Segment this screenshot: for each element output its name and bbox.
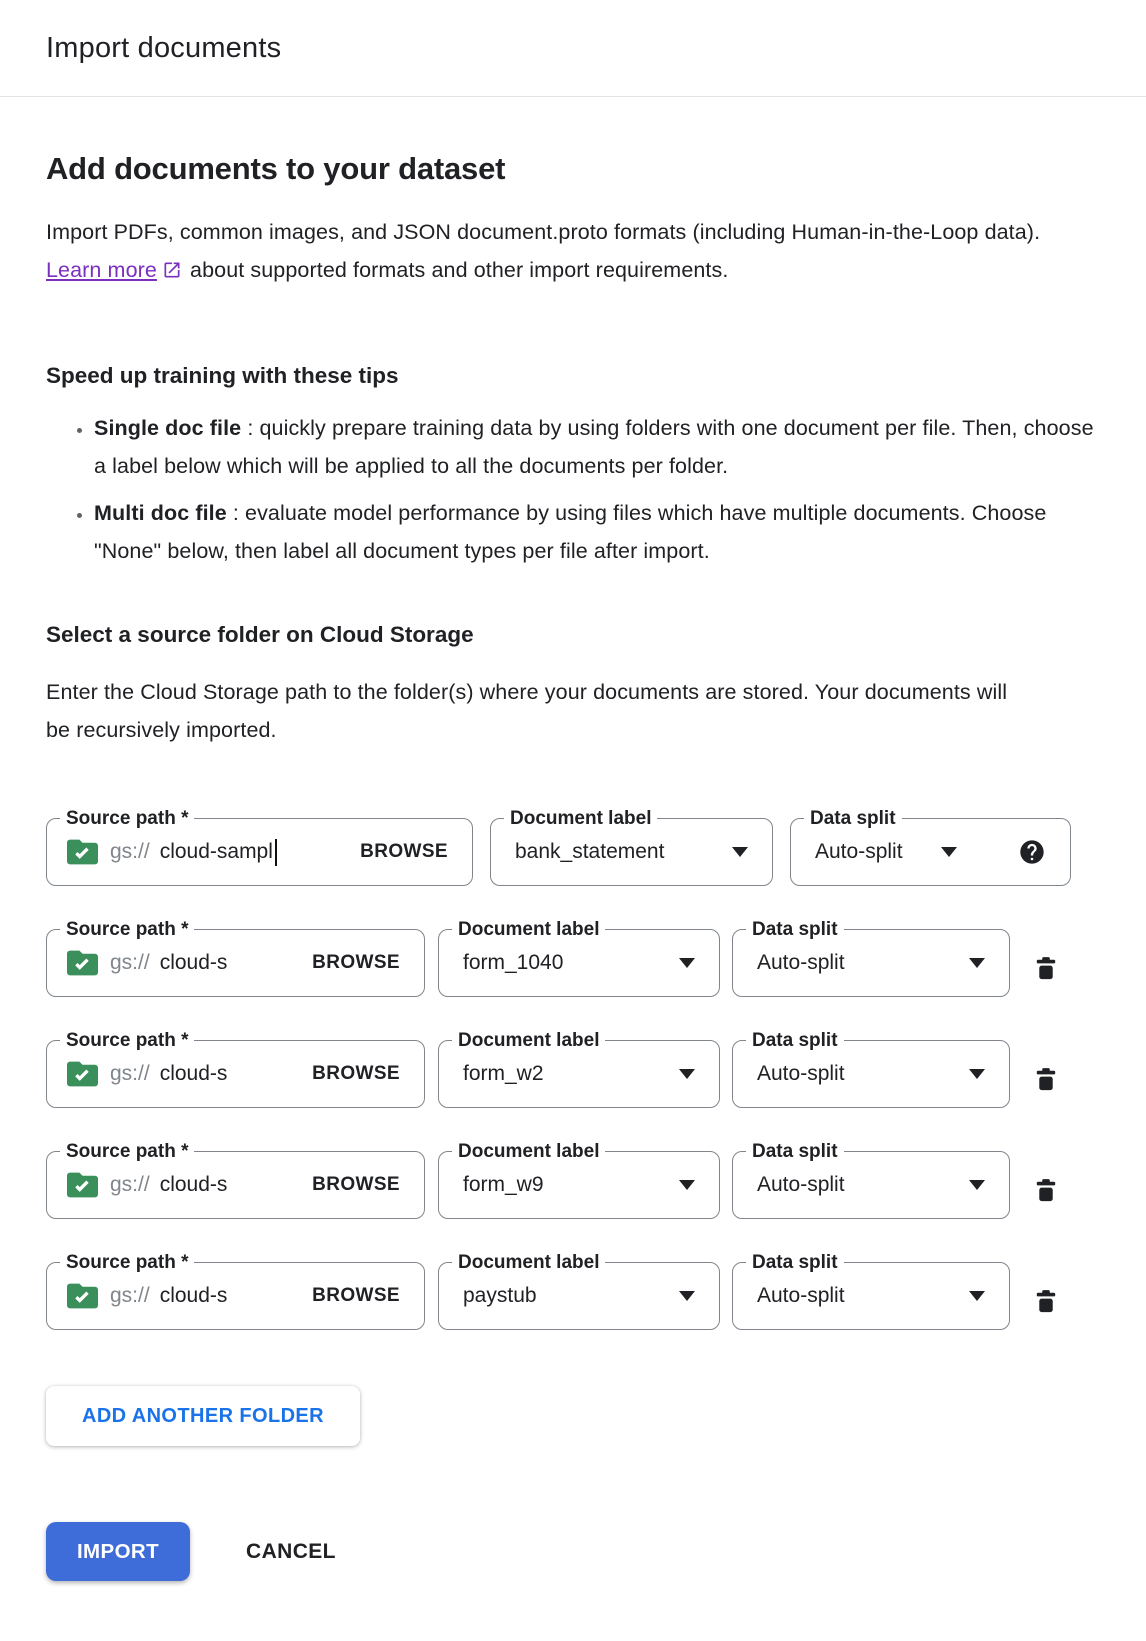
tip-text: : evaluate model performance by using files which have multiple documents. Choose "None" below, then label all document types per file after import. [94,501,1047,563]
chevron-down-icon [679,1069,695,1079]
tip-term: Single doc file [94,416,242,440]
document-label-value: form_1040 [463,951,564,974]
document-label-label: Document label [452,918,605,941]
help-icon[interactable] [1018,838,1046,866]
browse-button[interactable]: BROWSE [312,1285,400,1306]
source-path-field[interactable] [46,1252,425,1330]
page-title: Add documents to your dataset [46,151,506,186]
tip-item [94,409,1100,485]
document-label-select[interactable] [490,808,773,886]
source-path-field[interactable] [46,1141,425,1219]
tips-list [46,409,1100,570]
data-split-select[interactable] [790,808,1071,886]
chevron-down-icon [969,1069,985,1079]
document-label-label: Document label [452,1029,605,1052]
delete-row-button[interactable] [1033,955,1059,982]
chevron-down-icon [679,958,695,968]
gs-prefix: gs:// [110,840,150,863]
folder-check-icon [67,1172,98,1198]
source-path-field[interactable] [46,1030,425,1108]
data-split-value: Auto-split [757,1284,845,1307]
source-path-field[interactable] [46,808,473,886]
browse-button[interactable]: BROWSE [360,841,448,862]
source-path-value: cloud-s [159,1062,228,1085]
source-section-heading: Select a source folder on Cloud Storage [46,622,474,647]
tips-heading: Speed up training with these tips [46,363,399,388]
document-label-select[interactable] [438,919,720,997]
data-split-value: Auto-split [757,951,845,974]
data-split-value: Auto-split [757,1062,845,1085]
data-split-select[interactable] [732,919,1010,997]
chevron-down-icon [732,847,748,857]
gs-prefix: gs:// [110,951,150,974]
gs-prefix: gs:// [110,1062,150,1085]
gs-prefix: gs:// [110,1284,150,1307]
document-label-label: Document label [452,1140,605,1163]
dialog-body [0,151,1146,1641]
dialog-title: Import documents [46,31,282,64]
intro-text-before: Import PDFs, common images, and JSON document.proto formats (including Human-in-the-Loop data). [46,220,1041,244]
data-split-label: Data split [746,1029,844,1052]
document-label-value: paystub [463,1284,537,1307]
import-row [46,808,1100,886]
document-label-select[interactable] [438,1030,720,1108]
data-split-select[interactable] [732,1030,1010,1108]
chevron-down-icon [969,958,985,968]
delete-row-button[interactable] [1033,1288,1059,1315]
dialog-actions [46,1522,1100,1581]
data-split-label: Data split [746,918,844,941]
document-label-value: form_w2 [463,1062,544,1085]
source-path-label: Source path * [60,1251,194,1274]
data-split-select[interactable] [732,1141,1010,1219]
learn-more-link[interactable] [46,258,184,282]
import-row [46,919,1100,997]
delete-row-button[interactable] [1033,1066,1059,1093]
import-row [46,1141,1100,1219]
document-label-select[interactable] [438,1141,720,1219]
data-split-value: Auto-split [815,840,903,863]
cancel-button[interactable]: CANCEL [240,1539,342,1565]
document-label-value: bank_statement [515,840,665,863]
add-another-folder-button[interactable]: ADD ANOTHER FOLDER [46,1386,360,1446]
source-path-value: cloud-s [159,1173,228,1196]
dialog-header [0,0,1146,97]
gs-prefix: gs:// [110,1173,150,1196]
tip-item [94,494,1100,570]
source-path-label: Source path * [60,807,194,830]
tip-text: : quickly prepare training data by using folders with one document per file. Then, choose a label below which will be applied to all the documents per folder. [94,416,1094,478]
browse-button[interactable]: BROWSE [312,1174,400,1195]
source-path-label: Source path * [60,1029,194,1052]
data-split-value: Auto-split [757,1173,845,1196]
data-split-select[interactable] [732,1252,1010,1330]
data-split-label: Data split [804,807,902,830]
external-link-icon [162,260,182,280]
document-label-select[interactable] [438,1252,720,1330]
source-path-value: cloud-sampl [159,840,273,863]
intro-paragraph [46,213,1100,289]
folder-check-icon [67,1283,98,1309]
import-button[interactable]: IMPORT [46,1522,190,1581]
browse-button[interactable]: BROWSE [312,1063,400,1084]
chevron-down-icon [969,1291,985,1301]
source-path-value: cloud-s [159,1284,228,1307]
intro-text-after: about supported formats and other import requirements. [183,258,729,282]
data-split-label: Data split [746,1251,844,1274]
document-label-label: Document label [504,807,657,830]
folder-check-icon [67,950,98,976]
import-rows [46,808,1100,1330]
chevron-down-icon [969,1180,985,1190]
folder-check-icon [67,1061,98,1087]
learn-more-label: Learn more [46,258,157,282]
source-section-description: Enter the Cloud Storage path to the folder(s) where your documents are stored. Your documents will be recursively imported. [46,680,1008,742]
chevron-down-icon [679,1180,695,1190]
text-cursor [275,839,277,866]
document-label-label: Document label [452,1251,605,1274]
source-path-label: Source path * [60,1140,194,1163]
source-path-label: Source path * [60,918,194,941]
folder-check-icon [67,839,98,865]
delete-row-button[interactable] [1033,1177,1059,1204]
source-path-field[interactable] [46,919,425,997]
chevron-down-icon [679,1291,695,1301]
source-path-value: cloud-s [159,951,228,974]
data-split-label: Data split [746,1140,844,1163]
tip-term: Multi doc file [94,501,227,525]
import-row [46,1030,1100,1108]
chevron-down-icon [941,847,957,857]
browse-button[interactable]: BROWSE [312,952,400,973]
import-row [46,1252,1100,1330]
document-label-value: form_w9 [463,1173,544,1196]
